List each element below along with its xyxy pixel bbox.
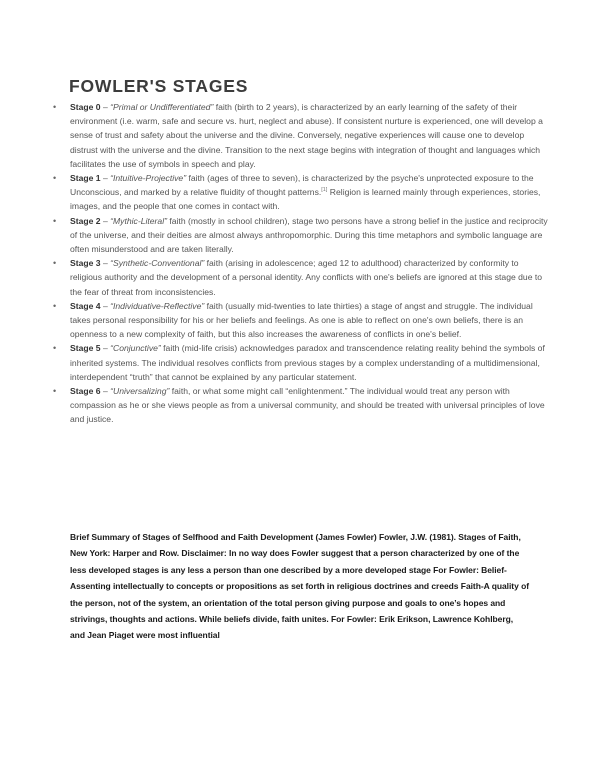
stage-dash: – bbox=[100, 102, 111, 112]
stage-description: faith (birth to 2 years), is characterized by an early learning of the safety of their environment (i.e. warm, safe and secure vs. hurt, neglect and abuse). If consistent nurture is experienced, one will develop a sense of trust and safety about the universe and the divine. Conversely, negative experiences will cause one to develop distrust with the universe and the divine. Transition to the next stage begins with integration of thought and languages which facilitates the use of symbols in speech and play. bbox=[70, 102, 543, 169]
stage-name: Stage 4 bbox=[70, 300, 101, 311]
stage-name: Stage 3 bbox=[70, 258, 101, 269]
page-title: FOWLER'S STAGES bbox=[69, 76, 249, 96]
stage-name: Stage 1 bbox=[70, 173, 101, 184]
list-item-stage-0 bbox=[70, 100, 550, 171]
list-item-stage-2 bbox=[70, 214, 550, 257]
stage-dash: – bbox=[100, 215, 111, 226]
stage-description: faith (ages of three to seven), is characterized by the psyche's unprotected exposure to the Unconscious, and marked by a relative fluidity of thought patterns. bbox=[70, 173, 534, 198]
stage-term: “Synthetic-Conventional” bbox=[110, 258, 205, 269]
stage-description: faith (mostly in school children), stage two persons have a strong belief in the justice and reciprocity of the universe, and their deities are almost always anthropomorphic. During this time metaphors and symbolic language are often misunderstood and are taken literally. bbox=[70, 215, 548, 255]
stage-term: “Primal or Undifferentiated” bbox=[110, 102, 214, 112]
stage-name: Stage 0 bbox=[70, 102, 101, 112]
stage-dash: – bbox=[100, 173, 111, 184]
list-item-stage-3 bbox=[70, 256, 550, 299]
stage-description: faith (usually mid-twenties to late thirties) a stage of angst and struggle. The individual takes personal responsibility for his or her beliefs and feelings. As one is able to reflect on one's own beliefs, there is an openness to a new complexity of faith, but this also increases the awareness of conflicts in one's belief. bbox=[70, 300, 533, 340]
stage-dash: – bbox=[100, 258, 111, 269]
list-item-stage-6 bbox=[70, 384, 550, 427]
stage-dash: – bbox=[100, 300, 111, 311]
stage-dash: – bbox=[100, 386, 111, 397]
stage-term: “Mythic-Literal” bbox=[110, 215, 167, 226]
stage-term: “Intuitive-Projective” bbox=[110, 173, 187, 184]
stage-term: “Universalizing” bbox=[110, 386, 170, 397]
stage-name: Stage 6 bbox=[70, 386, 101, 397]
stages-list bbox=[51, 100, 550, 427]
footnote-link[interactable]: [1] bbox=[321, 187, 328, 194]
stage-description: faith (mid-life crisis) acknowledges paradox and transcendence relating reality behind the symbols of inherited systems. The individual resolves conflicts from previous stages by a complex understanding of a multidimensional, interdependent “truth” that cannot be explained by any particular statement. bbox=[70, 343, 545, 382]
list-item-stage-4 bbox=[70, 299, 550, 342]
summary-paragraph: Brief Summary of Stages of Selfhood and Faith Development (James Fowler) Fowler, J.W. (1981). Stages of Faith, New York: Harper and Row. Disclaimer: In no way does Fowler suggest that a person characterized by one of the less developed stages is any less a person than one described by a more developed stage For Fowler: Belief- Assenting intellectually to concepts or propositions as set forth in religious doctrines and creeds Faith-A quality of the person, not of the system, an orientation of the total person giving purpose and goals to one’s hopes and strivings, thoughts and actions. While beliefs divide, faith unites. For Fowler: Erik Erikson, Lawrence Kohlberg, and Jean Piaget were most influential bbox=[70, 532, 529, 641]
stage-term: “Conjunctive” bbox=[110, 343, 161, 354]
stage-description-continued: Religion is learned mainly through experiences, stories, images, and the people that one comes in contact with. bbox=[70, 187, 541, 212]
stage-name: Stage 2 bbox=[70, 215, 101, 226]
stage-term: “Individuative-Reflective” bbox=[110, 300, 205, 311]
stage-description: faith (arising in adolescence; aged 12 to adulthood) characterized by conformity to religious authority and the development of a personal identity. Any conflicts with one's beliefs are ignored at this stage due to the fear of threat from inconsistencies. bbox=[70, 258, 543, 297]
list-item-stage-5 bbox=[70, 341, 550, 384]
stage-dash: – bbox=[100, 343, 111, 354]
list-item-stage-1 bbox=[70, 171, 550, 214]
stage-description: faith, or what some might call “enlightenment.” The individual would treat any person with compassion as he or she views people as from a universal community, and should be treated with universal principles of love and justice. bbox=[70, 386, 545, 425]
stage-name: Stage 5 bbox=[70, 343, 101, 354]
